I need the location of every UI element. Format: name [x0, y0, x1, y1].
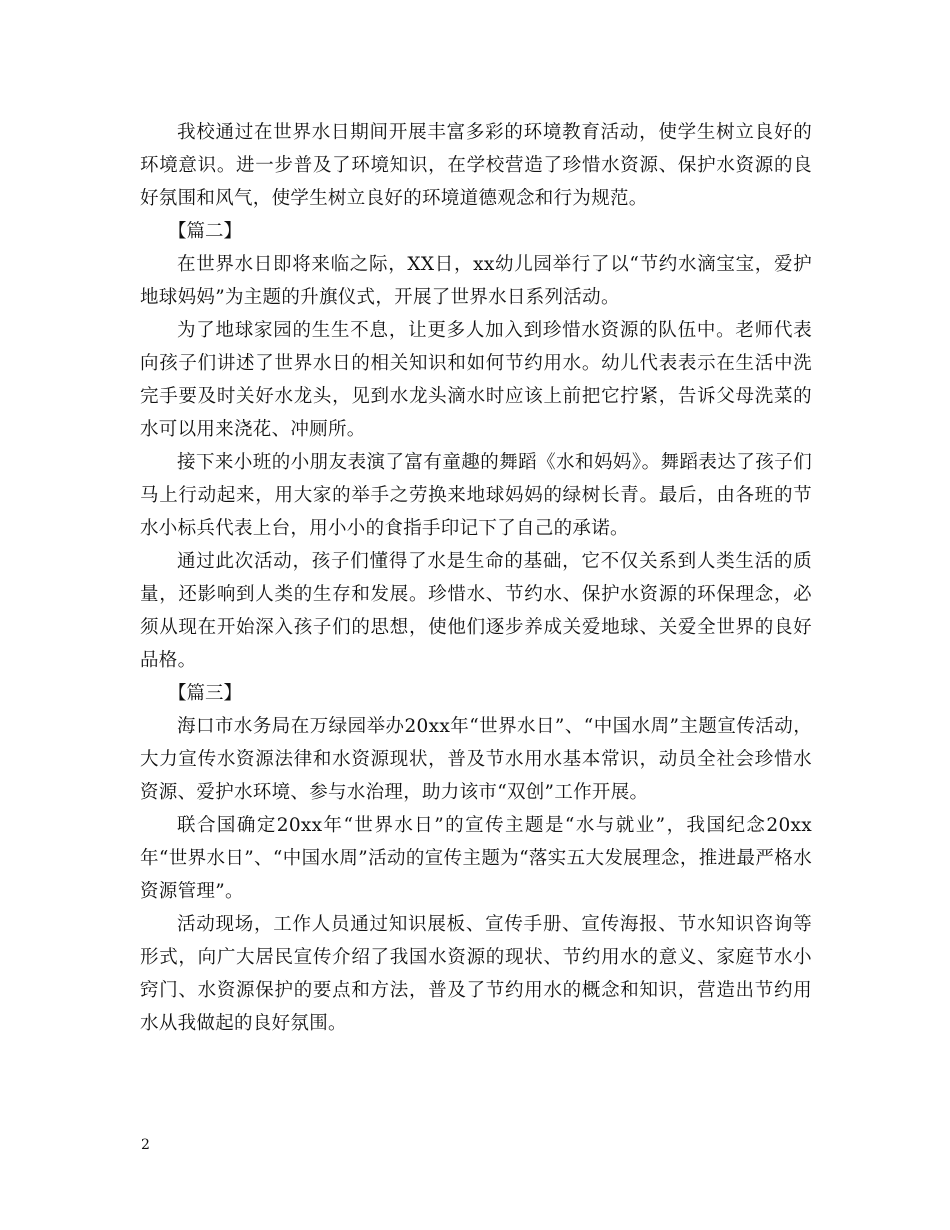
paragraph-event-scene: 活动现场，工作人员通过知识展板、宣传手册、宣传海报、节水知识咨询等形式，向广大居民宣传介绍了我国水资源的现状、节约用水的意义、家庭节水小窍门、水资源保护的要点和方法，普及了节约用水的概念和知识，营造出节约用水从我做起的良好氛围。	[140, 914, 812, 1034]
paragraph-flag-ceremony: 在世界水日即将来临之际，XX日，xx幼儿园举行了以“节约水滴宝宝，爱护地球妈妈”为主题的升旗仪式，开展了世界水日系列活动。	[140, 254, 812, 308]
section-heading-part-two: 【篇二】	[168, 221, 243, 242]
paragraph-haikou-campaign: 海口市水务局在万绿园举办20xx年“世界水日”、“中国水周”主题宣传活动，大力宣传水资源法律和水资源现状，普及节水用水基本常识，动员全社会珍惜水资源、爱护水环境、参与水治理，助力该市“双创”工作开展。	[140, 716, 812, 803]
paragraph-dance-performance: 接下来小班的小朋友表演了富有童趣的舞蹈《水和妈妈》。舞蹈表达了孩子们马上行动起来，用大家的举手之劳换来地球妈妈的绿树长青。最后，由各班的节水小标兵代表上台，用小小的食指手印记下了自己的承诺。	[140, 452, 812, 539]
paragraph-environment-education: 我校通过在世界水日期间开展丰富多彩的环境教育活动，使学生树立良好的环境意识。进一步普及了环境知识，在学校营造了珍惜水资源、保护水资源的良好氛围和风气，使学生树立良好的环境道德观念和行为规范。	[140, 122, 812, 209]
document-body	[140, 116, 812, 1040]
section-heading-part-three: 【篇三】	[168, 683, 243, 704]
page-number: 2	[141, 1137, 150, 1153]
paragraph-un-theme: 联合国确定20xx年“世界水日”的宣传主题是“水与就业”，我国纪念20xx年“世界水日”、“中国水周”活动的宣传主题为“落实五大发展理念，推进最严格水资源管理”。	[140, 815, 812, 902]
paragraph-activity-outcome: 通过此次活动，孩子们懂得了水是生命的基础，它不仅关系到人类生活的质量，还影响到人类的生存和发展。珍惜水、节约水、保护水资源的环保理念，必须从现在开始深入孩子们的思想，使他们逐步养成关爱地球、关爱全世界的良好品格。	[140, 551, 812, 671]
paragraph-teacher-talk: 为了地球家园的生生不息，让更多人加入到珍惜水资源的队伍中。老师代表向孩子们讲述了世界水日的相关知识和如何节约用水。幼儿代表表示在生活中洗完手要及时关好水龙头，见到水龙头滴水时应该上前把它拧紧，告诉父母洗菜的水可以用来浇花、冲厕所。	[140, 320, 812, 440]
